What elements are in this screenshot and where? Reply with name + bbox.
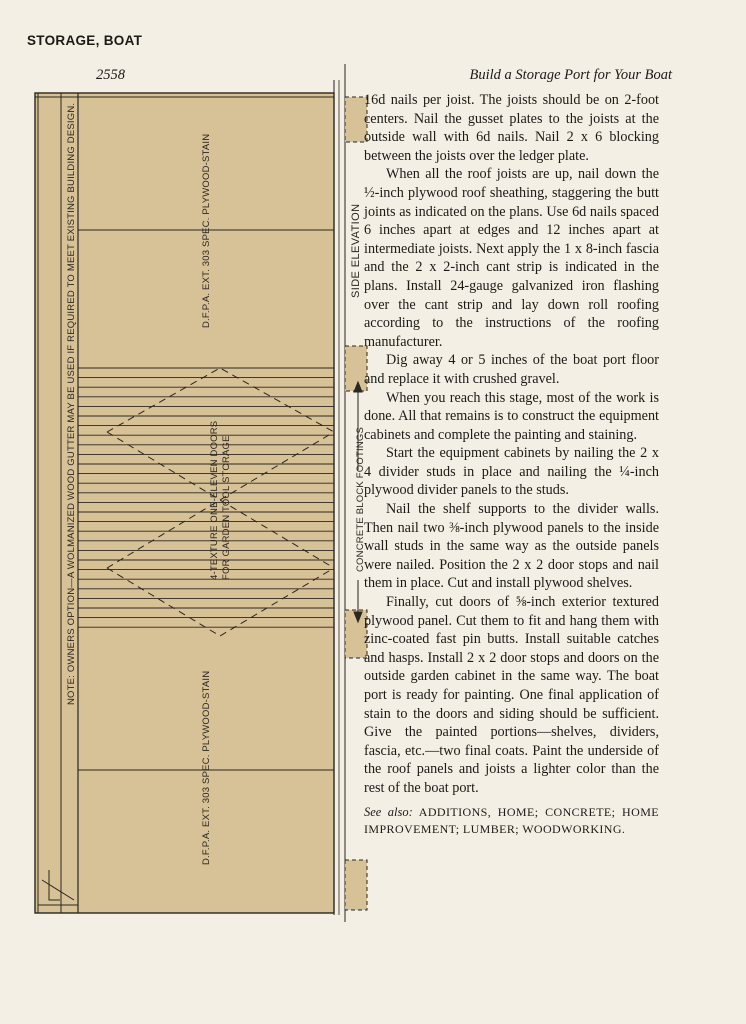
lower-plywood-label: D.F.P.A. EXT. 303 SPEC. PLYWOOD-STAIN (201, 670, 212, 865)
doors-label-line1: 4-TEXTURE ONE-ELEVEN DOORS (209, 420, 220, 580)
section-heading: STORAGE, BOAT (27, 33, 143, 48)
upper-plywood-label: D.F.P.A. EXT. 303 SPEC. PLYWOOD-STAIN (201, 133, 212, 328)
footings-label: CONCRETE BLOCK FOOTINGS (355, 426, 366, 572)
gutter-note-label: NOTE: OWNERS OPTION—A WOLMANIZED WOOD GUTTER MAY BE USED IF REQUIRED TO MEET EXISTING BUILDING DESIGN. (66, 102, 77, 705)
article-body (364, 91, 659, 838)
paragraph: When all the roof joists are up, nail down the ½-inch plywood roof sheathing, staggering the butt joints as indicated on the plans. Use 6d nails spaced 6 inches apart at edges and 12 inches apart at intermediate joists. Next apply the 1 x 8-inch fascia and the 2 x 2-inch cant strip is indicated in the plans. Install 24-gauge galvanized iron flashing over the cant strip and lay down roll roofing according to the instructions of the roofing manufacturer. (364, 166, 659, 350)
running-title: Build a Storage Port for Your Boat (469, 67, 672, 83)
paragraph: Finally, cut doors of ⅝-inch exterior textured plywood panel. Cut them to fit and hang them with zinc-coated fast pin butts. Install suitable catches and hasps. Install 2 x 2 door stops and doors on the outside garden cabinet in the same way. The boat port is ready for painting. One final application of stain to the doors and siding should be sufficient. Give the painted portions—shelves, dividers, fascia, etc.—two final coats. Paint the underside of the roof panels and joists a lighter color than the rest of the boat port. (364, 594, 659, 796)
paragraph: 16d nails per joist. The joists should be on 2-foot centers. Nail the gusset plates to the joists at the outside wall with 6d nails. Nail 2 x 6 blocking between the joists over the ledger plate. (364, 92, 659, 164)
paragraph: Start the equipment cabinets by nailing the 2 x 4 divider studs in place and nailing the ¼-inch plywood divider panels to the studs. (364, 445, 659, 499)
see-also-label: See also: (364, 804, 413, 819)
doors-label-line2: FOR GARDEN TOOL STORAGE (221, 435, 232, 580)
side-elevation-label: SIDE ELEVATION (350, 203, 362, 298)
paragraph: Dig away 4 or 5 inches of the boat port floor and replace it with crushed gravel. (364, 352, 659, 387)
paragraph: Nail the shelf supports to the divider walls. Then nail two ⅜-inch plywood panels to the inside wall studs in the same way as the outside panels were nailed. Position the 2 x 2 door stops and nail them in place. Cut and install plywood shelves. (364, 501, 659, 592)
see-also-references: ADDITIONS, HOME; CONCRETE; HOME IMPROVEMENT; LUMBER; WOODWORKING. (364, 804, 659, 836)
page-number: 2558 (96, 67, 125, 83)
elevation-panel (35, 93, 334, 913)
see-also (364, 804, 659, 838)
paragraph: When you reach this stage, most of the work is done. All that remains is to construct the equipment cabinets and complete the painting and staining. (364, 389, 659, 443)
